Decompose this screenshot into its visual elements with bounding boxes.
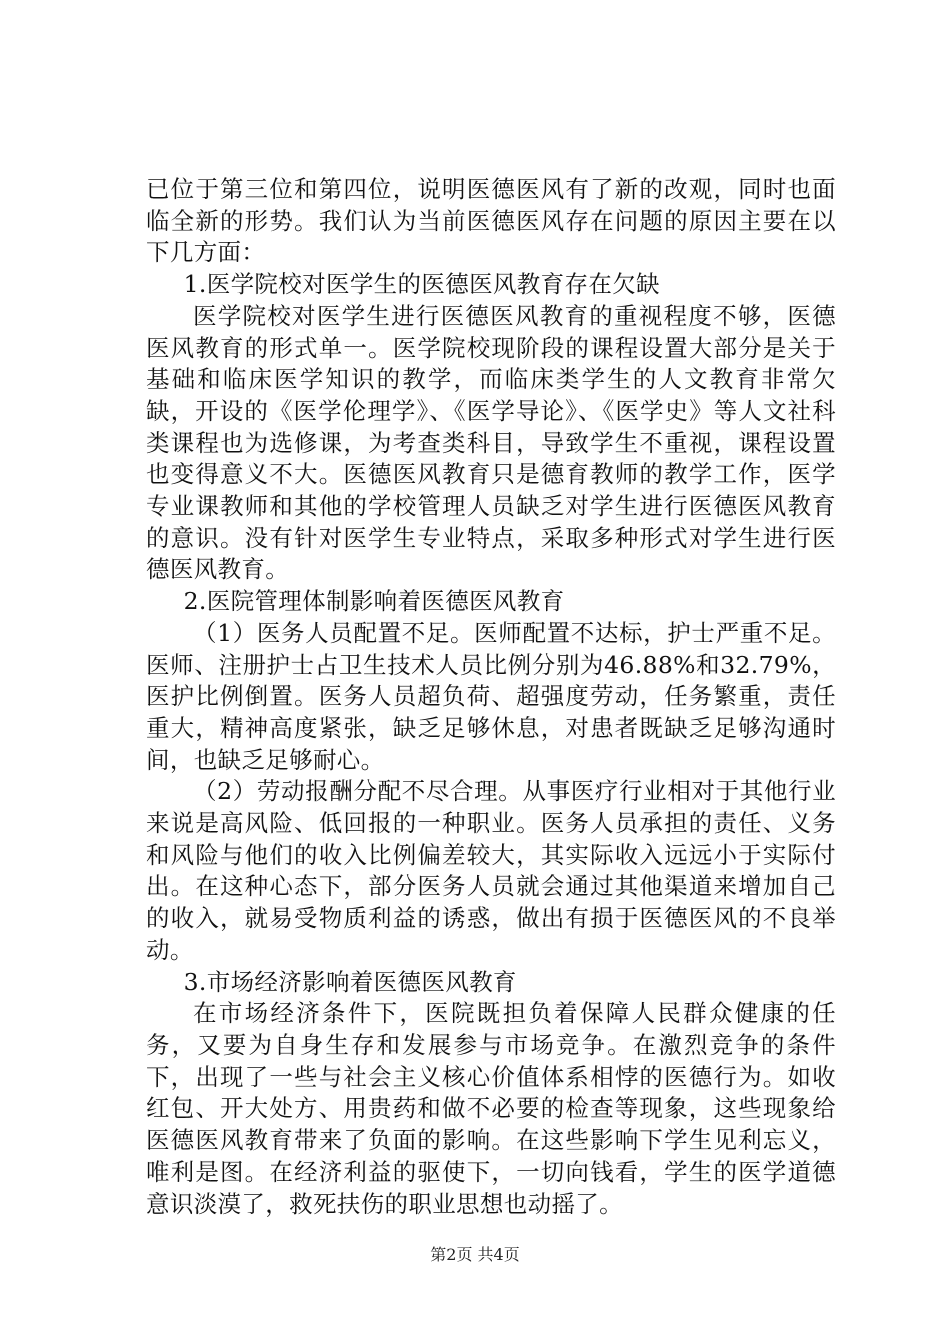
page-footer: 第2页 共4页 bbox=[430, 1245, 520, 1264]
paragraph-section-2-item-2: （2）劳动报酬分配不尽合理。从事医疗行业相对于其他行业来说是高风险、低回报的一种职业。医务人员承担的责任、义务和风险与他们的收入比例偏差较大，其实际收入远远小于实际付出。在这种心态下，部分医务人员就会通过其他渠道来增加自己的收入，就易受物质利益的诱惑，做出有损于医德医风的不良举动。 bbox=[146, 777, 836, 964]
document-body bbox=[146, 174, 836, 1220]
paragraph-section-1: 医学院校对医学生进行医德医风教育的重视程度不够，医德医风教育的形式单一。医学院校现阶段的课程设置大部分是关于基础和临床医学知识的教学，而临床类学生的人文教育非常欠缺，开设的《医学伦理学》、《医学导论》、《医学史》等人文社科类课程也为选修课，为考查类科目，导致学生不重视，课程设置也变得意义不大。医德医风教育只是德育教师的教学工作，医学专业课教师和其他的学校管理人员缺乏对学生进行医德医风教育的意识。没有针对医学生专业特点，采取多种形式对学生进行医德医风教育。 bbox=[146, 301, 836, 584]
paragraph-section-2-item-1: （1）医务人员配置不足。医师配置不达标，护士严重不足。医师、注册护士占卫生技术人员比例分别为46.88%和32.79%，医护比例倒置。医务人员超负荷、超强度劳动，任务繁重，责任重大，精神高度紧张，缺乏足够休息，对患者既缺乏足够沟通时间，也缺乏足够耐心。 bbox=[146, 618, 836, 774]
section-heading-2: 2.医院管理体制影响着医德医风教育 bbox=[183, 587, 565, 616]
section-heading-3: 3.市场经济影响着医德医风教育 bbox=[183, 967, 517, 996]
paragraph-intro: 已位于第三位和第四位，说明医德医风有了新的改观，同时也面临全新的形势。我们认为当前医德医风存在问题的原因主要在以下几方面： bbox=[146, 175, 836, 267]
paragraph-section-3: 在市场经济条件下，医院既担负着保障人民群众健康的任务，又要为自身生存和发展参与市场竞争。在激烈竞争的条件下，出现了一些与社会主义核心价值体系相悖的医德行为。如收红包、开大处方、用贵药和做不必要的检查等现象，这些现象给医德医风教育带来了负面的影响。在这些影响下学生见利忘义，唯利是图。在经济利益的驱使下，一切向钱看，学生的医学道德意识淡漠了，救死扶伤的职业思想也动摇了。 bbox=[146, 999, 836, 1218]
section-heading-1: 1.医学院校对医学生的医德医风教育存在欠缺 bbox=[183, 270, 660, 299]
